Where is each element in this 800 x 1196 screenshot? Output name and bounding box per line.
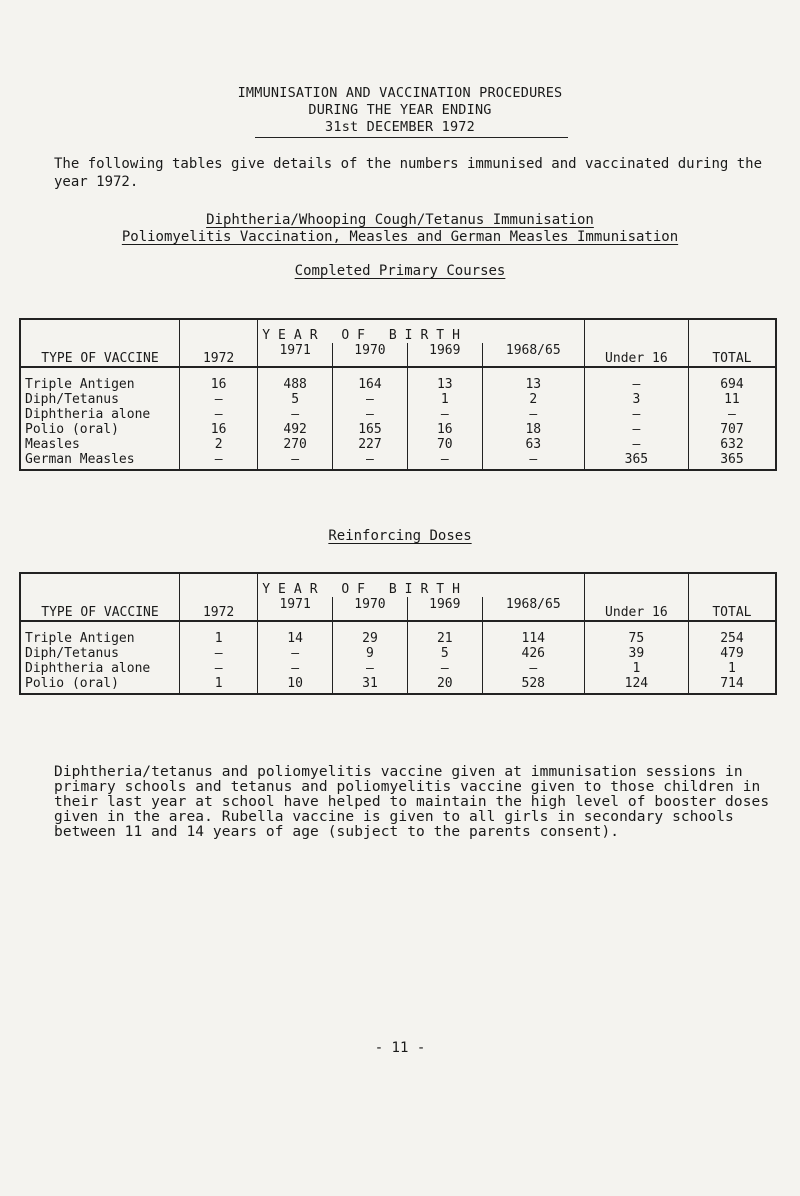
- cell: 124: [584, 676, 688, 694]
- cell: 31: [333, 676, 408, 694]
- cell: 70: [407, 437, 482, 452]
- title-line-3: 31st DECEMBER 1972: [325, 119, 475, 135]
- cell: 365: [584, 452, 688, 470]
- table-row: [20, 422, 776, 437]
- cell: –: [179, 646, 257, 661]
- table-row: [20, 646, 776, 661]
- heading-completed-courses: Completed Primary Courses: [294, 263, 506, 279]
- row-label: Polio (oral): [20, 676, 179, 694]
- cell: –: [333, 392, 408, 407]
- col-year-of-birth: YEAR OF BIRTH: [258, 319, 585, 343]
- cell: 270: [258, 437, 333, 452]
- cell: 632: [688, 437, 776, 452]
- cell: 11: [688, 392, 776, 407]
- cell: 18: [482, 422, 584, 437]
- row-label: Triple Antigen: [20, 621, 179, 646]
- heading-reinforcing-doses: Reinforcing Doses: [328, 528, 472, 544]
- cell: 714: [688, 676, 776, 694]
- cell: 21: [407, 621, 482, 646]
- col-year-of-birth: YEAR OF BIRTH: [258, 573, 585, 597]
- cell: 492: [258, 422, 333, 437]
- table-row: [20, 661, 776, 676]
- col-1970: 1970: [333, 597, 408, 621]
- cell: –: [584, 422, 688, 437]
- cell: 164: [333, 367, 408, 392]
- cell: –: [258, 661, 333, 676]
- cell: –: [179, 661, 257, 676]
- cell: –: [333, 661, 408, 676]
- col-total: TOTAL: [688, 319, 776, 367]
- table-row: [20, 621, 776, 646]
- col-1971: 1971: [258, 597, 333, 621]
- cell: 1: [179, 621, 257, 646]
- completed-courses-table: [19, 318, 777, 471]
- cell: –: [407, 661, 482, 676]
- table-row: [20, 437, 776, 452]
- cell: –: [179, 392, 257, 407]
- cell: –: [258, 452, 333, 470]
- closing-paragraph: Diphtheria/tetanus and poliomyelitis vaccine given at immunisation sessions in primary schools and tetanus and poliomyelitis vaccine given to those children in their last year at school have helped to maintain the high level of booster doses given in the area. Rubella vaccine is given to all girls in secondary schools between 11 and 14 years of age (subject to the parents consent).: [54, 764, 770, 840]
- cell: 227: [333, 437, 408, 452]
- cell: 254: [688, 621, 776, 646]
- cell: 2: [482, 392, 584, 407]
- table-row: [20, 392, 776, 407]
- title-line-1: IMMUNISATION AND VACCINATION PROCEDURES: [237, 85, 563, 101]
- cell: 1: [179, 676, 257, 694]
- cell: 694: [688, 367, 776, 392]
- col-1969: 1969: [407, 343, 482, 367]
- row-label: Measles: [20, 437, 179, 452]
- cell: 1: [688, 661, 776, 676]
- cell: –: [179, 452, 257, 470]
- reinforcing-doses-table: [19, 572, 777, 695]
- table-row: [20, 676, 776, 694]
- table-row: [20, 367, 776, 392]
- col-1972: 1972: [179, 573, 257, 621]
- col-1972: 1972: [179, 319, 257, 367]
- cell: 16: [179, 367, 257, 392]
- row-label: Diph/Tetanus: [20, 646, 179, 661]
- row-label: Triple Antigen: [20, 367, 179, 392]
- cell: 20: [407, 676, 482, 694]
- cell: 5: [407, 646, 482, 661]
- row-label: German Measles: [20, 452, 179, 470]
- col-total: TOTAL: [688, 573, 776, 621]
- cell: 707: [688, 422, 776, 437]
- cell: 426: [482, 646, 584, 661]
- cell: 165: [333, 422, 408, 437]
- cell: 528: [482, 676, 584, 694]
- cell: 16: [407, 422, 482, 437]
- cell: 1: [407, 392, 482, 407]
- col-under-16: Under 16: [584, 573, 688, 621]
- col-type: TYPE OF VACCINE: [20, 573, 179, 621]
- col-1968-65: 1968/65: [482, 597, 584, 621]
- cell: 16: [179, 422, 257, 437]
- table-row: [20, 452, 776, 470]
- cell: 479: [688, 646, 776, 661]
- cell: 5: [258, 392, 333, 407]
- page-number: - 11 -: [374, 1040, 426, 1056]
- heading-immunisation: Diphtheria/Whooping Cough/Tetanus Immunisation: [206, 212, 594, 228]
- cell: –: [407, 407, 482, 422]
- cell: 114: [482, 621, 584, 646]
- intro-paragraph: The following tables give details of the numbers immunised and vaccinated during the year 1972.: [54, 156, 763, 190]
- cell: 13: [407, 367, 482, 392]
- col-1969: 1969: [407, 597, 482, 621]
- title-line-2: DURING THE YEAR ENDING: [308, 102, 492, 118]
- col-1968-65: 1968/65: [482, 343, 584, 367]
- cell: 365: [688, 452, 776, 470]
- cell: –: [584, 367, 688, 392]
- col-type: TYPE OF VACCINE: [20, 319, 179, 367]
- cell: 29: [333, 621, 408, 646]
- cell: –: [482, 407, 584, 422]
- cell: 1: [584, 661, 688, 676]
- cell: –: [407, 452, 482, 470]
- row-label: Diphtheria alone: [20, 407, 179, 422]
- cell: –: [258, 407, 333, 422]
- row-label: Diphtheria alone: [20, 661, 179, 676]
- cell: 10: [258, 676, 333, 694]
- cell: 3: [584, 392, 688, 407]
- heading-vaccination: Poliomyelitis Vaccination, Measles and German Measles Immunisation: [121, 229, 679, 245]
- cell: –: [482, 661, 584, 676]
- cell: –: [333, 407, 408, 422]
- cell: –: [179, 407, 257, 422]
- cell: 63: [482, 437, 584, 452]
- col-1971: 1971: [258, 343, 333, 367]
- row-label: Diph/Tetanus: [20, 392, 179, 407]
- table-row: [20, 407, 776, 422]
- cell: 39: [584, 646, 688, 661]
- cell: –: [584, 437, 688, 452]
- cell: –: [584, 407, 688, 422]
- title-underline: [255, 137, 568, 138]
- cell: –: [333, 452, 408, 470]
- cell: –: [482, 452, 584, 470]
- cell: 75: [584, 621, 688, 646]
- col-under-16: Under 16: [584, 319, 688, 367]
- row-label: Polio (oral): [20, 422, 179, 437]
- cell: –: [258, 646, 333, 661]
- cell: –: [688, 407, 776, 422]
- col-1970: 1970: [333, 343, 408, 367]
- cell: 14: [258, 621, 333, 646]
- cell: 13: [482, 367, 584, 392]
- cell: 9: [333, 646, 408, 661]
- cell: 488: [258, 367, 333, 392]
- cell: 2: [179, 437, 257, 452]
